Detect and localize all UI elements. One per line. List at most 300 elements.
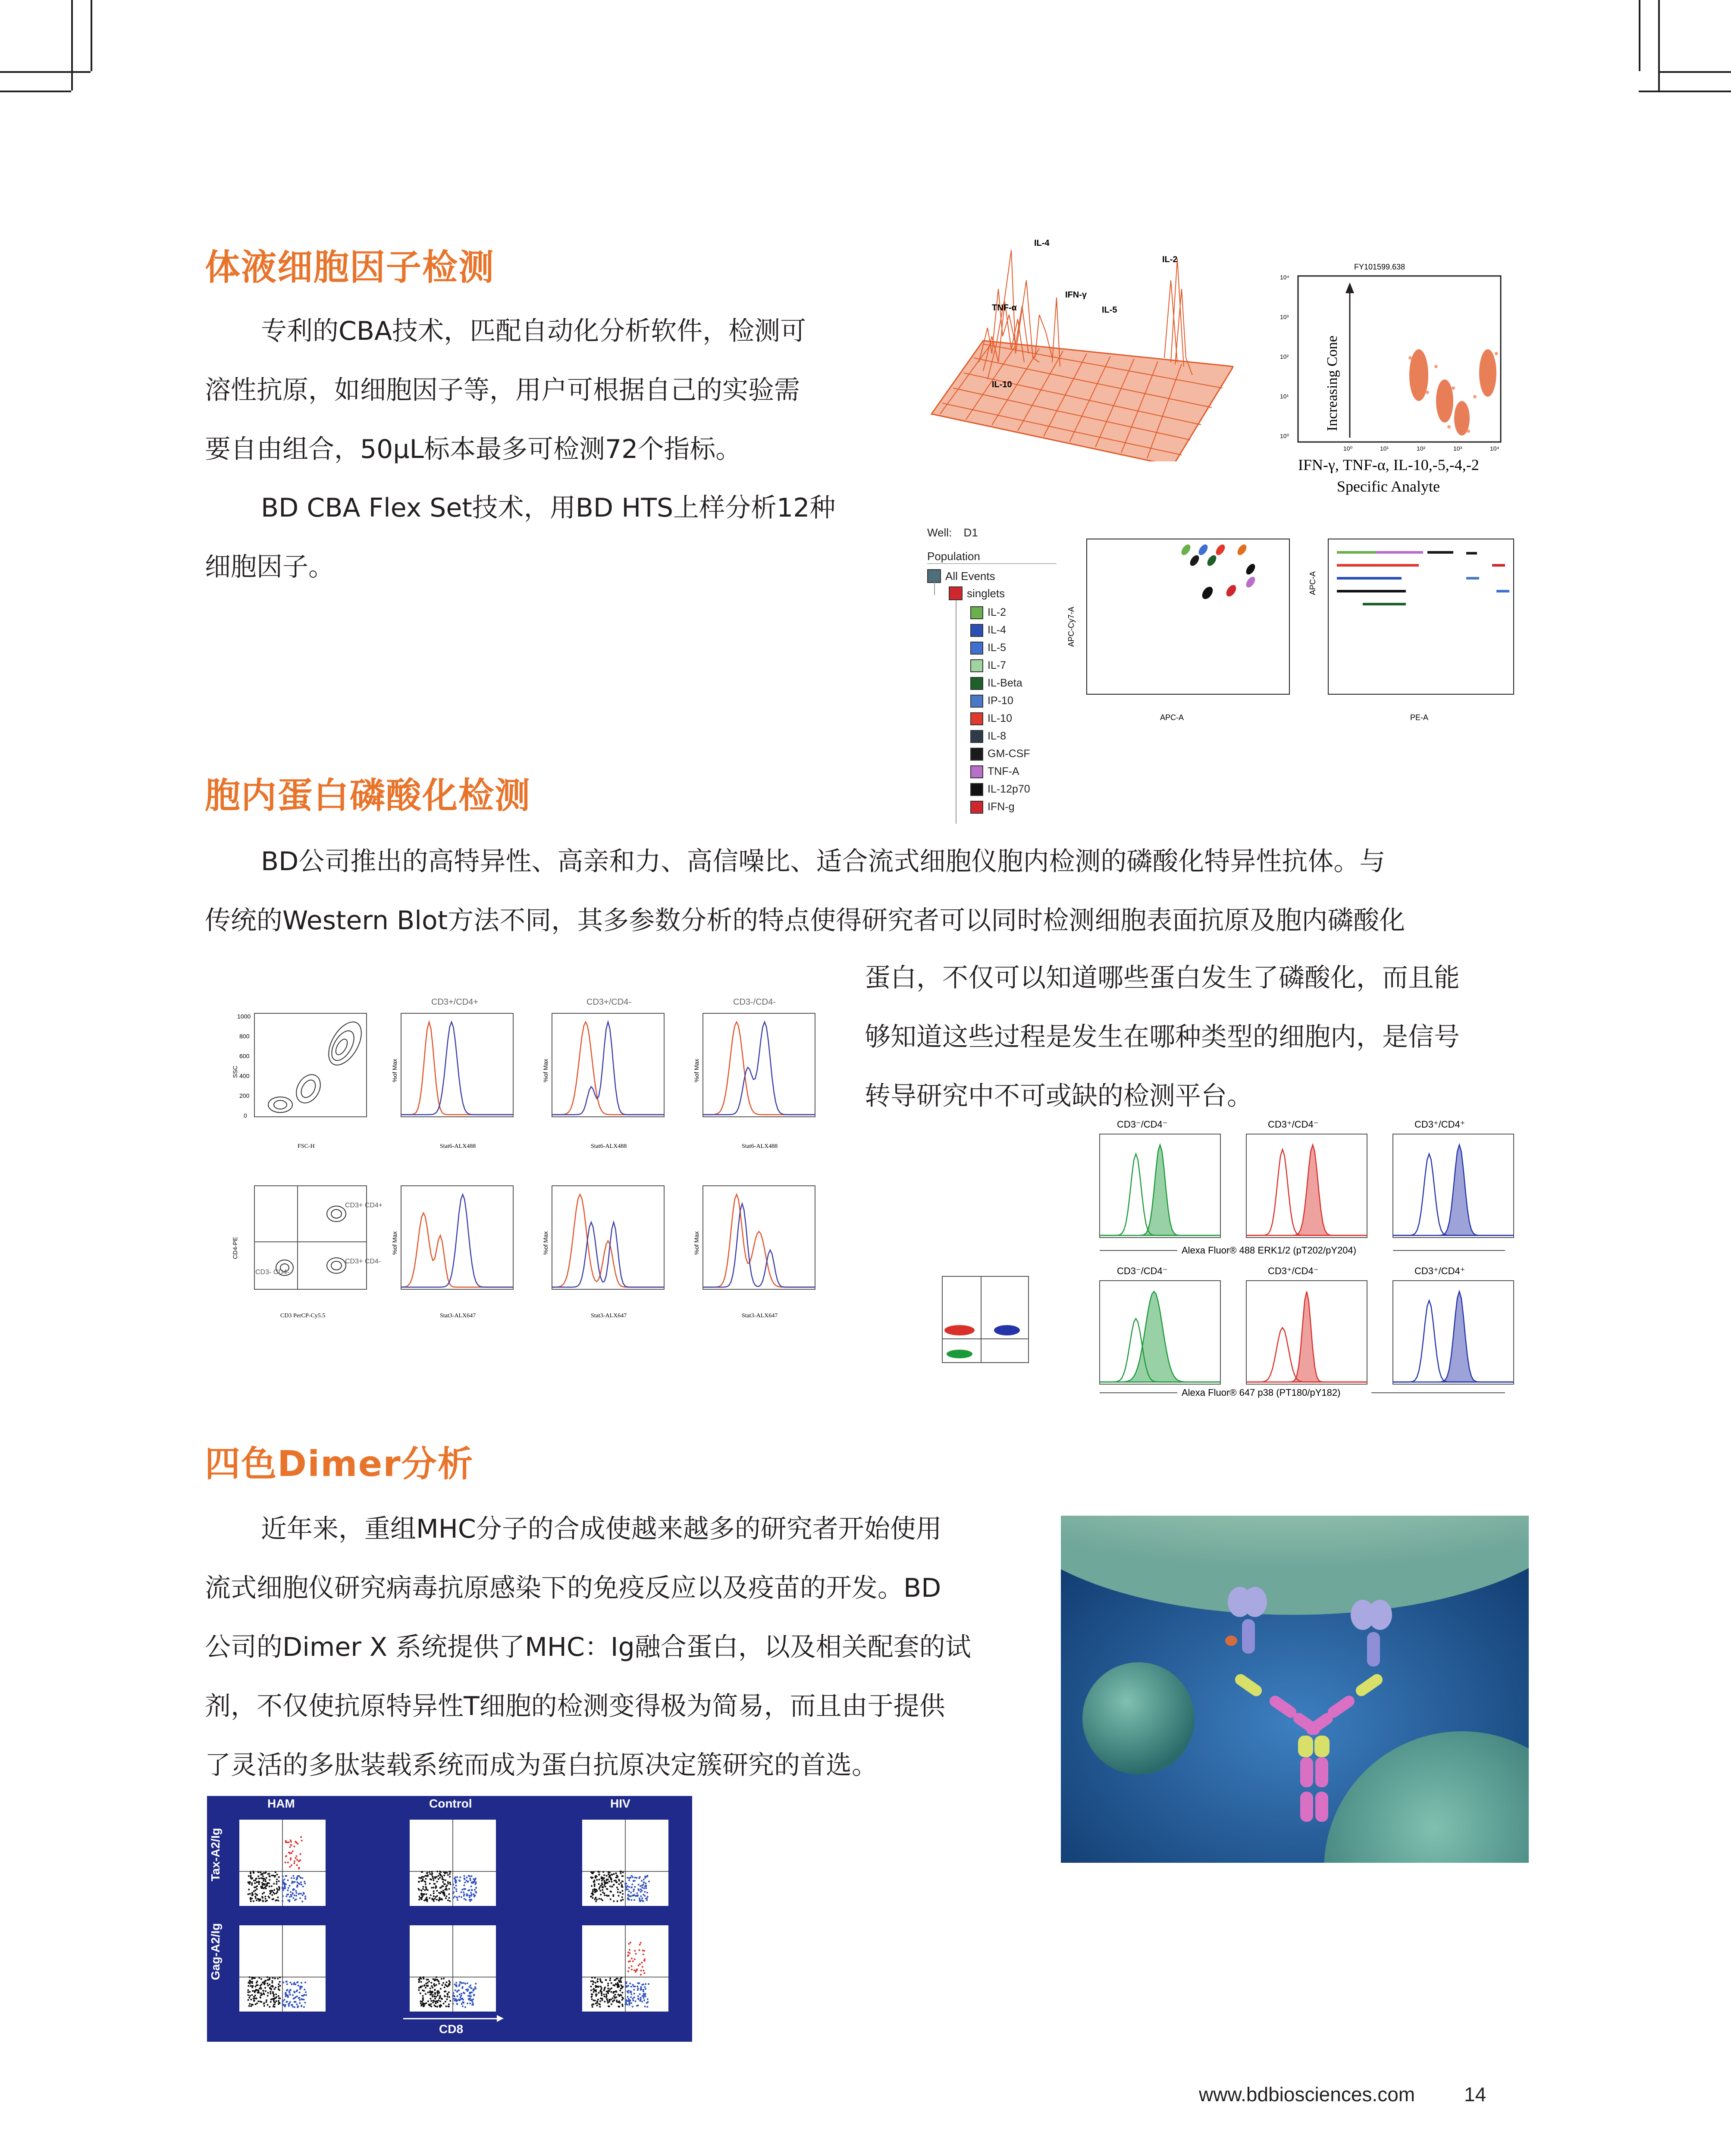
event-dot [633, 1989, 635, 1991]
event-dot [595, 1985, 596, 1987]
apc-cy7-vs-apc-plot [1061, 535, 1302, 729]
event-dot [600, 1885, 602, 1887]
event-dot [602, 1889, 603, 1891]
population-item[interactable] [970, 639, 1030, 657]
event-dot [276, 1996, 277, 1998]
event-dot [448, 1991, 450, 1993]
event-dot [279, 1981, 281, 1983]
event-dot [470, 1984, 471, 1986]
crop-mark [0, 71, 91, 73]
event-dot [622, 1986, 624, 1988]
y-tick: 1000 [237, 1013, 251, 1020]
event-dot [448, 1888, 450, 1890]
event-dot [618, 1879, 620, 1880]
event-dot [276, 1893, 277, 1894]
event-dot [278, 1984, 279, 1985]
event-dot [600, 1998, 602, 1999]
event-dot [297, 1981, 299, 1983]
event-dot [640, 1891, 642, 1893]
event-dot [458, 1880, 460, 1881]
column-title: CD3⁺/CD4⁻ [1268, 1266, 1319, 1276]
event-dot [471, 1889, 473, 1891]
alexa-fluor-svg [927, 1117, 1527, 1401]
event-dot [449, 1871, 451, 1873]
event-dot [634, 2000, 636, 2002]
event-dot [590, 1896, 592, 1897]
event-dot [616, 1999, 618, 2001]
event-dot [434, 1996, 436, 1997]
event-dot [288, 1901, 290, 1902]
event-dot [627, 1985, 629, 1987]
event-dot [592, 1897, 593, 1899]
event-dot [437, 1995, 439, 1996]
event-dot [279, 2002, 281, 2004]
event-dot [251, 1987, 253, 1988]
event-dot [639, 1901, 641, 1902]
event-dot [449, 1900, 451, 1902]
x-axis-sublabel: Specific Analyte [1337, 478, 1440, 495]
event-dot [609, 1980, 611, 1981]
event-dot [592, 1889, 594, 1891]
event-dot [638, 1890, 640, 1891]
event-dot [598, 1874, 600, 1875]
event-dot [247, 1990, 249, 1991]
event-dot [297, 1885, 298, 1887]
section-title-phospho: 胞内蛋白磷酸化检测 [205, 775, 531, 816]
event-dot [248, 1889, 250, 1890]
population-item[interactable] [970, 798, 1030, 816]
event-dot [628, 1880, 630, 1881]
event-dot [447, 1881, 449, 1883]
event-dot [447, 1874, 449, 1876]
event-dot [260, 1987, 262, 1989]
x-axis-label: Stat6-ALX488 [440, 1143, 476, 1150]
plot-id-label: FY101599.638 [1354, 263, 1405, 271]
event-dot [264, 1987, 266, 1989]
event-dot [644, 1877, 646, 1879]
event-dot [253, 1900, 254, 1902]
event-dot [435, 1896, 436, 1898]
section3-paragraph [205, 1500, 1046, 1795]
x-tick: 10³ [1453, 445, 1462, 452]
event-dot [629, 1983, 631, 1984]
population-item[interactable] [970, 657, 1030, 674]
event-dot [617, 1987, 618, 1988]
event-dot [283, 1881, 285, 1883]
event-dot [464, 1882, 466, 1883]
event-dot [617, 1889, 619, 1890]
event-dot [270, 2001, 272, 2003]
event-dot [627, 1954, 629, 1956]
event-dot [445, 2001, 446, 2002]
event-dot [463, 1895, 465, 1897]
population-item-label: IL-10 [988, 712, 1012, 724]
event-dot [433, 2000, 435, 2002]
population-item[interactable] [970, 710, 1030, 727]
event-dot [449, 1883, 451, 1885]
event-dot [632, 1984, 634, 1986]
x-axis-label: Stat3-ALX647 [742, 1313, 778, 1319]
event-dot [621, 1886, 623, 1888]
event-dot [610, 1891, 612, 1893]
event-dot [449, 1981, 451, 1983]
event-dot [460, 1995, 462, 1996]
event-dot [630, 1986, 632, 1987]
event-dot [443, 1874, 445, 1876]
event-dot [440, 2005, 442, 2007]
event-dot [292, 1994, 294, 1996]
population-swatch-icon [970, 730, 983, 743]
event-dot [609, 1977, 611, 1979]
event-dot [593, 1881, 594, 1883]
population-swatch-icon [970, 624, 983, 637]
event-dot [258, 1881, 260, 1883]
histogram-frame [552, 1186, 664, 1289]
event-dot [606, 1879, 608, 1881]
event-dot [597, 1978, 599, 1980]
event-dot [302, 1999, 304, 2000]
event-dot [453, 1995, 455, 1996]
event-dot [423, 1990, 425, 1992]
event-dot [271, 1874, 273, 1876]
event-dot [628, 1943, 630, 1945]
event-dot [627, 2000, 629, 2002]
event-dot [467, 1982, 468, 1984]
section1-paragraph-2 [205, 479, 895, 597]
event-dot [640, 1942, 642, 1944]
event-dot [250, 1873, 251, 1874]
event-dot [304, 1982, 306, 1984]
event-dot [467, 1990, 468, 1992]
crop-mark [1658, 0, 1660, 91]
page-number: 14 [1464, 2083, 1486, 2106]
text-line: 转导研究中不可或缺的检测平台。 [865, 1081, 1253, 1111]
column-title: CD3⁻/CD4⁻ [1117, 1119, 1168, 1130]
event-dot [300, 1836, 302, 1838]
text-line: 公司的Dimer X 系统提供了MHC：Ig融合蛋白，以及相关配套的试 [205, 1632, 971, 1662]
event-dot [628, 1890, 630, 1892]
event-dot [613, 1884, 615, 1886]
event-dot [471, 1875, 473, 1877]
event-dot [464, 1993, 465, 1994]
event-dot [289, 1846, 291, 1848]
event-dot [602, 1871, 604, 1873]
event-dot [267, 1976, 268, 1978]
event-dot [624, 2003, 626, 2005]
event-dot [631, 1887, 633, 1888]
event-dot [420, 1987, 422, 1988]
event-dot [284, 1879, 285, 1880]
event-dot [255, 1997, 257, 1999]
event-dot [442, 1982, 444, 1984]
event-dot [592, 1993, 593, 1995]
event-dot [266, 1877, 267, 1879]
event-dot [645, 1882, 646, 1884]
event-dot [299, 1992, 301, 1993]
population-item[interactable] [970, 621, 1030, 639]
cba-3d-histogram [923, 233, 1233, 461]
event-dot [269, 1879, 270, 1881]
section-title-dimer: 四色Dimer分析 [205, 1444, 474, 1485]
population-item[interactable] [970, 692, 1030, 710]
event-dot [630, 1991, 631, 1993]
event-dot [438, 1983, 440, 1984]
event-dot [634, 1959, 636, 1960]
event-dot [434, 1980, 436, 1981]
event-dot [436, 2000, 438, 2002]
population-swatch-icon [970, 712, 983, 725]
event-dot [279, 1977, 281, 1978]
tree-node-all-events[interactable]: All Events [927, 569, 995, 583]
event-dot [594, 2000, 596, 2002]
event-dot [248, 1893, 249, 1895]
event-dot [621, 1896, 623, 1898]
event-dot [285, 1855, 287, 1857]
event-dot [426, 1893, 427, 1895]
event-dot [298, 1985, 299, 1987]
event-dot [648, 1880, 650, 1882]
event-dot [420, 1981, 422, 1983]
event-dot [439, 1873, 440, 1874]
event-dot [273, 1994, 275, 1996]
crop-mark [1658, 71, 1731, 73]
event-dot [615, 1877, 617, 1878]
event-dot [422, 1888, 424, 1890]
event-dot [627, 1885, 628, 1887]
event-dot [438, 1878, 439, 1880]
event-dot [645, 1887, 647, 1889]
event-dot [604, 2001, 605, 2002]
event-dot [303, 2006, 305, 2008]
event-dot [443, 1871, 445, 1873]
event-dot [470, 1892, 472, 1894]
event-dot [433, 1893, 435, 1894]
event-dot [438, 1981, 439, 1982]
event-dot [616, 1881, 618, 1883]
event-dot [294, 1860, 295, 1862]
event-dot [447, 1899, 449, 1901]
event-dot [250, 1875, 252, 1877]
event-dot [633, 1996, 635, 1998]
event-dot [447, 1993, 448, 1995]
event-dot [594, 1977, 596, 1979]
event-dot [276, 1879, 278, 1880]
event-dot [276, 1899, 278, 1901]
event-dot [436, 2006, 438, 2008]
event-dot [601, 1994, 602, 1996]
event-dot [434, 2001, 436, 2002]
event-dot [629, 1952, 630, 1954]
well-label: Well: [927, 526, 952, 539]
event-dot [290, 1839, 292, 1841]
row-label-tax: Tax-A2/Ig [209, 1828, 222, 1881]
event-dot [422, 1995, 424, 1997]
event-dot [612, 2000, 614, 2002]
event-dot [641, 1984, 643, 1986]
event-dot [447, 1986, 448, 1987]
event-dot [274, 2002, 276, 2003]
event-dot [253, 1977, 254, 1979]
text-line: 流式细胞仪研究病毒抗原感染下的免疫反应以及疫苗的开发。BD [205, 1573, 941, 1603]
event-dot [466, 1880, 467, 1882]
event-dot [250, 1900, 252, 1902]
dimer-dot-plot [410, 1820, 496, 1906]
event-dot [298, 1875, 300, 1877]
event-dot [633, 1993, 635, 1994]
event-dot [276, 1874, 278, 1875]
event-dot [426, 1889, 427, 1890]
event-dot [633, 1880, 634, 1882]
event-dot [253, 2000, 255, 2002]
event-dot [591, 2004, 593, 2006]
event-dot [627, 1889, 629, 1890]
event-dot [593, 1991, 595, 1993]
population-label: Population [927, 550, 1057, 564]
event-dot [270, 1892, 272, 1893]
event-dot [418, 1881, 420, 1883]
event-dot [645, 1988, 646, 1990]
population-item[interactable] [970, 745, 1030, 763]
tree-node-singlets[interactable]: singlets [949, 586, 1005, 600]
text-line: 了灵活的多肽装载系统而成为蛋白抗原决定簇研究的首选。 [205, 1750, 878, 1780]
event-dot [285, 1883, 286, 1885]
event-dot [267, 2004, 269, 2006]
event-dot [418, 1899, 420, 1901]
event-dot [290, 1982, 292, 1984]
x-tick: 10² [1417, 445, 1426, 452]
event-dot [257, 2000, 259, 2002]
population-item[interactable] [970, 727, 1030, 745]
event-dot [636, 1892, 638, 1894]
column-title: CD3-/CD4- [733, 997, 776, 1007]
event-dot [448, 2003, 450, 2005]
event-dot [592, 2006, 593, 2008]
event-dot [645, 1983, 646, 1985]
event-dot [473, 1990, 474, 1992]
event-dot [304, 1881, 305, 1883]
population-item[interactable] [970, 763, 1030, 780]
event-dot [643, 1879, 645, 1880]
event-dot [433, 1899, 434, 1900]
event-dot [430, 1894, 432, 1896]
event-dot [620, 1871, 622, 1872]
event-dot [282, 1888, 284, 1890]
event-dot [436, 1895, 438, 1897]
event-dot [286, 1984, 288, 1985]
event-dot [273, 1883, 275, 1885]
event-dot [266, 1885, 268, 1887]
event-dot [461, 1889, 463, 1890]
event-dot [267, 1882, 269, 1884]
event-dot [637, 1998, 639, 1999]
event-dot [604, 1988, 605, 1990]
event-dot [284, 1999, 285, 2001]
event-dot [458, 1896, 460, 1897]
event-dot [630, 1942, 631, 1943]
event-dot [293, 1982, 295, 1984]
event-dot [417, 1888, 419, 1890]
event-dot [643, 1894, 644, 1896]
event-dot [252, 1871, 254, 1872]
event-dot [631, 1958, 633, 1959]
event-dot [599, 1879, 600, 1880]
event-dot [442, 1877, 443, 1879]
event-dot [606, 1895, 608, 1896]
event-dot [456, 1876, 458, 1878]
event-dot [282, 1880, 284, 1881]
event-dot [459, 1982, 461, 1984]
event-dot [620, 1981, 622, 1983]
crop-mark [1639, 0, 1640, 71]
event-dot [295, 1890, 297, 1892]
event-dot [442, 1890, 444, 1892]
event-dot [611, 1987, 612, 1989]
event-dot [295, 1892, 297, 1894]
event-dot [285, 1861, 286, 1863]
event-dot [301, 1982, 302, 1984]
section1-paragraph-1 [205, 302, 895, 479]
event-dot [474, 1883, 476, 1885]
event-dot [278, 1986, 279, 1988]
event-dot [637, 1988, 639, 1990]
event-dot [422, 1999, 424, 2001]
histogram-grid [391, 1013, 815, 1289]
event-dot [640, 1970, 642, 1971]
event-dot [452, 2003, 454, 2005]
y-axis-label: %of Max [542, 1231, 549, 1255]
event-dot [453, 1998, 455, 1999]
event-dot [458, 1985, 460, 1987]
event-dot [263, 2003, 265, 2005]
event-dot [445, 1896, 447, 1897]
event-dot [467, 1890, 469, 1891]
event-dot [444, 1893, 445, 1895]
population-item[interactable] [970, 604, 1030, 621]
event-dot [256, 1888, 258, 1890]
event-dot [262, 1900, 264, 1902]
event-dot [475, 1983, 477, 1984]
event-dot [618, 2001, 619, 2003]
event-dot [637, 1895, 638, 1896]
cone-axis-label: Increasing Cone [1324, 335, 1340, 431]
population-item[interactable] [970, 674, 1030, 692]
population-item-label: IL-8 [988, 730, 1007, 742]
event-dot [590, 1990, 592, 1991]
event-dot [602, 1887, 604, 1888]
event-dot [301, 1840, 303, 1842]
event-dot [423, 1984, 425, 1986]
event-dot [603, 1990, 605, 1991]
event-dot [596, 1879, 598, 1881]
event-dot [420, 1880, 422, 1882]
event-dot [470, 1900, 471, 1902]
event-dot [591, 1873, 593, 1874]
event-dot [596, 2000, 598, 2002]
event-dot [425, 1983, 427, 1984]
event-dot [644, 1993, 646, 1995]
event-dot [433, 1883, 435, 1885]
event-dot [272, 1899, 273, 1900]
event-dot [643, 1999, 645, 2001]
event-dot [622, 2005, 624, 2007]
population-item-label: IL-5 [988, 642, 1007, 654]
event-dot [639, 1944, 641, 1946]
event-dot [625, 1885, 627, 1887]
event-dot [463, 2002, 464, 2004]
event-dot [605, 1882, 607, 1883]
population-item[interactable] [970, 780, 1030, 798]
event-dot [441, 1898, 442, 1900]
